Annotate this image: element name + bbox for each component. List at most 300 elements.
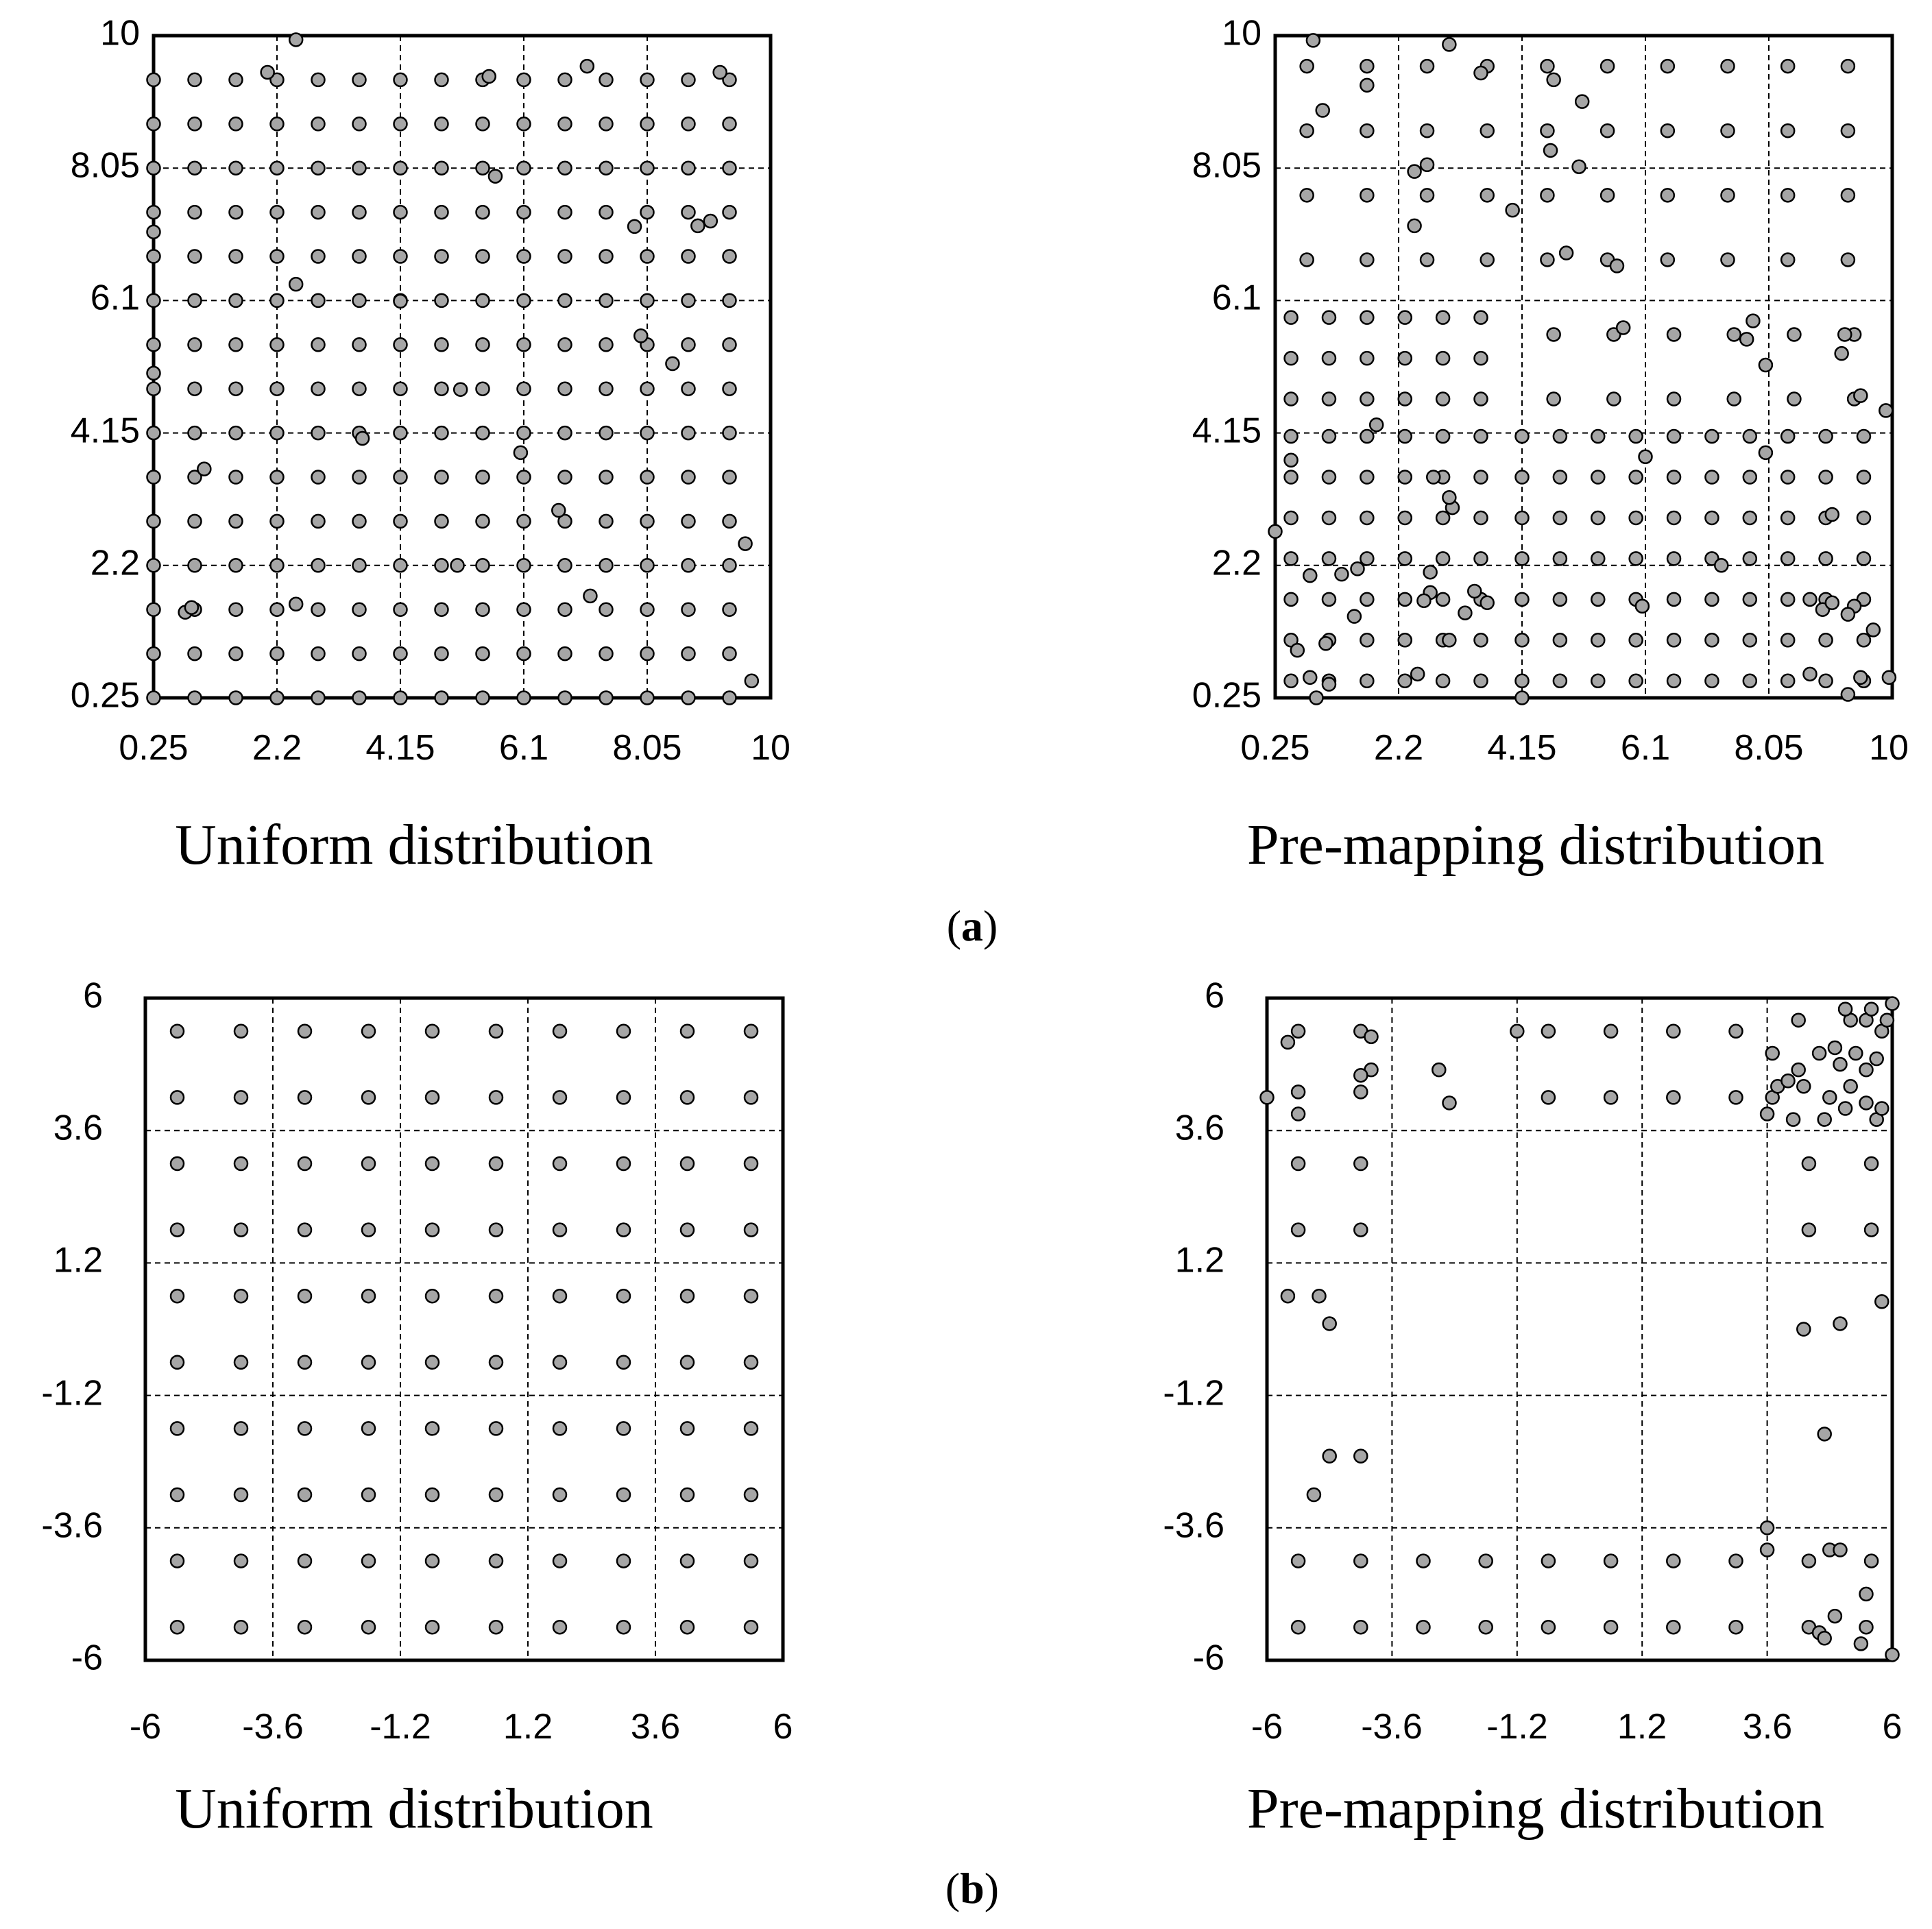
data-point [171, 1025, 184, 1038]
data-point [1360, 511, 1373, 524]
x-tick-label: 0.25 [1240, 728, 1310, 768]
data-point [1730, 1025, 1743, 1038]
data-point [353, 250, 366, 263]
data-point [312, 250, 325, 263]
x-tick-label: 6 [773, 1707, 793, 1747]
data-point [147, 294, 160, 307]
data-point [353, 603, 366, 616]
data-point [1360, 311, 1373, 324]
x-tick-label: 4.15 [1487, 728, 1557, 768]
data-point [362, 1289, 375, 1302]
data-point [1728, 393, 1741, 406]
data-point [1399, 311, 1412, 324]
data-point [1360, 60, 1373, 73]
data-point [1781, 253, 1794, 266]
x-tick-label: -3.6 [242, 1707, 304, 1747]
data-point [641, 117, 654, 130]
data-point [476, 603, 490, 616]
data-point [1667, 328, 1680, 341]
data-point [559, 647, 572, 660]
data-point [1323, 593, 1336, 606]
data-point [682, 338, 695, 351]
data-point [298, 1157, 311, 1170]
data-point [476, 206, 490, 219]
data-point [1354, 1085, 1367, 1098]
data-point [1436, 430, 1449, 443]
data-point [476, 117, 490, 130]
data-point [234, 1621, 247, 1634]
data-point [1591, 471, 1604, 484]
data-point [581, 60, 594, 73]
data-point [1667, 1621, 1680, 1634]
data-point [553, 1224, 566, 1237]
data-point [745, 1422, 758, 1435]
data-point [1834, 1058, 1847, 1071]
data-point [1759, 446, 1772, 459]
y-tick-label: 0.25 [70, 675, 140, 716]
data-point [435, 603, 448, 616]
y-tick-label: -6 [1192, 1638, 1224, 1678]
data-point [1601, 124, 1614, 137]
data-point [298, 1289, 311, 1302]
data-point [1436, 593, 1449, 606]
data-point [1842, 608, 1855, 621]
data-point [1427, 471, 1440, 484]
data-point [1797, 1323, 1810, 1336]
data-point [312, 559, 325, 572]
data-point [1818, 1631, 1831, 1645]
data-point [353, 559, 366, 572]
data-point [147, 471, 160, 484]
data-point [1506, 204, 1519, 217]
data-point [1705, 430, 1718, 443]
data-point [1442, 38, 1456, 51]
data-point [1481, 596, 1494, 609]
data-point [1285, 311, 1298, 324]
data-point [490, 1488, 503, 1501]
data-point [353, 471, 366, 484]
data-point [1360, 430, 1373, 443]
data-point [681, 1224, 694, 1237]
data-point [353, 383, 366, 396]
data-point [1802, 1555, 1815, 1568]
data-point [1475, 511, 1488, 524]
data-point [600, 206, 613, 219]
data-point [1475, 393, 1488, 406]
data-point [518, 162, 531, 175]
data-point [1475, 675, 1488, 688]
data-point [1542, 1025, 1555, 1038]
data-point [641, 73, 654, 86]
data-point [1303, 671, 1316, 684]
data-point [171, 1157, 184, 1170]
data-point [1481, 124, 1494, 137]
data-point [1604, 1091, 1617, 1104]
data-point [1417, 594, 1430, 607]
y-tick-label: 6 [1205, 975, 1224, 1016]
data-point [1781, 552, 1794, 565]
data-point [230, 559, 243, 572]
data-point [600, 692, 613, 705]
data-point [435, 162, 448, 175]
data-point [1516, 511, 1529, 524]
data-point [1604, 1555, 1617, 1568]
data-point [147, 647, 160, 660]
data-point [353, 294, 366, 307]
data-point [271, 294, 284, 307]
data-point [723, 471, 736, 484]
data-point [1818, 1427, 1831, 1440]
data-point [553, 1621, 566, 1634]
data-point [271, 162, 284, 175]
data-point [1480, 1621, 1493, 1634]
data-point [745, 1025, 758, 1038]
chart-title: Pre-mapping distribution [1246, 1777, 1825, 1841]
data-point [1826, 508, 1839, 521]
data-point [1591, 552, 1604, 565]
data-point [1554, 675, 1567, 688]
data-point [641, 692, 654, 705]
data-point [298, 1488, 311, 1501]
data-point [426, 1091, 439, 1104]
data-point [641, 426, 654, 439]
data-point [1820, 633, 1833, 646]
data-point [723, 338, 736, 351]
data-point [1860, 1588, 1873, 1601]
data-point [1360, 633, 1373, 646]
data-point [261, 66, 274, 79]
data-point [171, 1289, 184, 1302]
data-point [353, 338, 366, 351]
data-point [681, 1091, 694, 1104]
data-point [1743, 552, 1756, 565]
data-point [1857, 511, 1870, 524]
data-point [723, 426, 736, 439]
data-point [1667, 471, 1680, 484]
data-point [230, 426, 243, 439]
data-point [1661, 253, 1674, 266]
data-point [1743, 633, 1756, 646]
data-point [1516, 593, 1529, 606]
data-point [1421, 60, 1434, 73]
data-point [271, 338, 284, 351]
data-point [1323, 311, 1336, 324]
data-point [234, 1224, 247, 1237]
data-point [353, 647, 366, 660]
data-point [1787, 1113, 1800, 1126]
data-point [1797, 1080, 1810, 1093]
data-point [1820, 552, 1833, 565]
data-point [1323, 1450, 1336, 1463]
data-point [559, 162, 572, 175]
data-point [634, 329, 647, 342]
data-point [553, 1091, 566, 1104]
y-tick-label: 8.05 [1192, 145, 1261, 186]
data-point [681, 1356, 694, 1369]
data-point [617, 1621, 630, 1634]
data-point [1510, 1025, 1523, 1038]
data-point [230, 515, 243, 528]
data-point [1855, 1637, 1868, 1650]
data-point [1835, 347, 1848, 360]
data-point [426, 1224, 439, 1237]
data-point [312, 162, 325, 175]
data-point [1436, 393, 1449, 406]
data-point [362, 1157, 375, 1170]
data-point [234, 1356, 247, 1369]
data-point [171, 1488, 184, 1501]
data-point [362, 1224, 375, 1237]
data-point [490, 1356, 503, 1369]
data-point [289, 33, 302, 46]
data-point [435, 383, 448, 396]
data-point [682, 692, 695, 705]
data-point [682, 383, 695, 396]
data-point [704, 215, 717, 228]
data-point [147, 226, 160, 239]
data-point [1399, 393, 1412, 406]
data-point [1475, 552, 1488, 565]
data-point [1285, 593, 1298, 606]
data-point [1436, 311, 1449, 324]
data-point [1541, 253, 1554, 266]
data-point [1842, 124, 1855, 137]
data-point [230, 250, 243, 263]
data-point [147, 426, 160, 439]
data-point [1705, 633, 1718, 646]
data-point [518, 647, 531, 660]
x-tick-label: 1.2 [503, 1707, 553, 1747]
data-point [1715, 559, 1728, 572]
data-point [1667, 393, 1680, 406]
data-point [1281, 1289, 1294, 1302]
data-point [617, 1422, 630, 1435]
data-point [553, 1157, 566, 1170]
data-point [1285, 675, 1298, 688]
data-point [1607, 393, 1620, 406]
data-point [353, 117, 366, 130]
data-point [1360, 675, 1373, 688]
data-point [682, 162, 695, 175]
data-point [745, 1224, 758, 1237]
data-point [1516, 552, 1529, 565]
data-point [723, 206, 736, 219]
data-point [1475, 311, 1488, 324]
data-point [234, 1555, 247, 1568]
data-point [1730, 1091, 1743, 1104]
y-tick-label: -1.2 [1163, 1373, 1224, 1414]
data-point [189, 426, 202, 439]
data-point [1285, 552, 1298, 565]
data-point [230, 294, 243, 307]
data-point [1443, 1096, 1456, 1109]
data-point [600, 515, 613, 528]
data-point [1781, 124, 1794, 137]
data-point [435, 250, 448, 263]
data-point [1475, 352, 1488, 365]
data-point [426, 1555, 439, 1568]
data-point [514, 446, 527, 459]
data-point [1354, 1450, 1367, 1463]
data-point [1826, 596, 1839, 609]
data-point [1857, 430, 1870, 443]
data-point [1886, 997, 1899, 1010]
y-tick-label: 0.25 [1192, 675, 1261, 716]
data-point [1787, 393, 1800, 406]
y-tick-label: -1.2 [41, 1373, 103, 1414]
data-point [1292, 1108, 1305, 1121]
data-point [559, 250, 572, 263]
panel-b-premapping [1163, 976, 1902, 1841]
data-point [600, 338, 613, 351]
data-point [682, 471, 695, 484]
data-point [189, 647, 202, 660]
data-point [1436, 511, 1449, 524]
data-point [394, 603, 407, 616]
data-point [1323, 552, 1336, 565]
data-point [641, 250, 654, 263]
data-point [1575, 95, 1589, 108]
data-point [189, 559, 202, 572]
data-point [312, 515, 325, 528]
data-point [490, 1224, 503, 1237]
panel-a-uniform [71, 14, 790, 877]
data-point [476, 338, 490, 351]
x-tick-label: 6 [1882, 1707, 1903, 1747]
data-point [617, 1555, 630, 1568]
data-point [682, 206, 695, 219]
data-point [171, 1555, 184, 1568]
data-point [559, 692, 572, 705]
data-point [489, 170, 502, 183]
data-point [617, 1025, 630, 1038]
data-point [641, 603, 654, 616]
data-point [1838, 328, 1851, 341]
data-point [298, 1356, 311, 1369]
data-point [171, 1621, 184, 1634]
x-tick-label: 2.2 [252, 728, 302, 768]
data-point [271, 603, 284, 616]
x-tick-label: -1.2 [370, 1707, 431, 1747]
data-point [189, 206, 202, 219]
data-point [1617, 322, 1630, 335]
data-point [1351, 562, 1364, 575]
data-point [312, 73, 325, 86]
data-point [490, 1289, 503, 1302]
data-point [682, 515, 695, 528]
data-point [1301, 124, 1314, 137]
data-point [723, 162, 736, 175]
data-point [435, 206, 448, 219]
data-point [1730, 1621, 1743, 1634]
data-point [617, 1157, 630, 1170]
data-point [1818, 1113, 1831, 1126]
data-point [353, 515, 366, 528]
data-point [426, 1488, 439, 1501]
data-point [362, 1356, 375, 1369]
data-point [1301, 60, 1314, 73]
data-point [681, 1422, 694, 1435]
data-point [1360, 79, 1373, 92]
data-point [298, 1422, 311, 1435]
data-point [435, 426, 448, 439]
data-point [394, 250, 407, 263]
data-point [1881, 1014, 1894, 1027]
data-point [723, 647, 736, 660]
data-point [1323, 471, 1336, 484]
data-point [1417, 1555, 1430, 1568]
data-point [1730, 1555, 1743, 1568]
data-point [682, 559, 695, 572]
data-point [1301, 189, 1314, 202]
data-point [600, 162, 613, 175]
data-point [189, 250, 202, 263]
data-point [1411, 668, 1424, 681]
data-point [1883, 671, 1896, 684]
data-point [1481, 189, 1494, 202]
data-point [1604, 1621, 1617, 1634]
data-point [1307, 1488, 1320, 1501]
data-point [1360, 253, 1373, 266]
data-point [1743, 593, 1756, 606]
data-point [518, 471, 531, 484]
data-point [1802, 1157, 1815, 1170]
data-point [1761, 1108, 1774, 1121]
data-point [234, 1289, 247, 1302]
data-point [682, 73, 695, 86]
data-point [1630, 552, 1643, 565]
data-point [559, 73, 572, 86]
data-point [641, 515, 654, 528]
data-point [171, 1422, 184, 1435]
data-point [189, 73, 202, 86]
data-point [1705, 471, 1718, 484]
data-point [1661, 60, 1674, 73]
data-point [476, 426, 490, 439]
data-point [1766, 1047, 1779, 1060]
data-point [353, 73, 366, 86]
data-point [600, 603, 613, 616]
data-point [312, 692, 325, 705]
data-point [394, 471, 407, 484]
data-point [681, 1289, 694, 1302]
data-point [1319, 637, 1332, 650]
data-point [394, 295, 407, 308]
data-point [641, 206, 654, 219]
data-point [518, 515, 531, 528]
data-point [1865, 1157, 1878, 1170]
data-point [1285, 511, 1298, 524]
data-point [1313, 1289, 1326, 1302]
data-point [1667, 552, 1680, 565]
data-point [1323, 393, 1336, 406]
data-point [1802, 1224, 1815, 1237]
data-point [1348, 610, 1361, 623]
data-point [1820, 430, 1833, 443]
data-point [1542, 1555, 1555, 1568]
x-tick-label: 3.6 [630, 1707, 681, 1747]
data-point [490, 1621, 503, 1634]
data-point [1480, 1555, 1493, 1568]
data-point [1292, 1555, 1305, 1568]
data-point [312, 338, 325, 351]
data-point [518, 383, 531, 396]
data-point [1408, 219, 1421, 232]
x-tick-label: 10 [751, 728, 790, 768]
data-point [1865, 1555, 1878, 1568]
y-tick-label: 2.2 [1211, 543, 1261, 583]
data-point [1547, 393, 1560, 406]
